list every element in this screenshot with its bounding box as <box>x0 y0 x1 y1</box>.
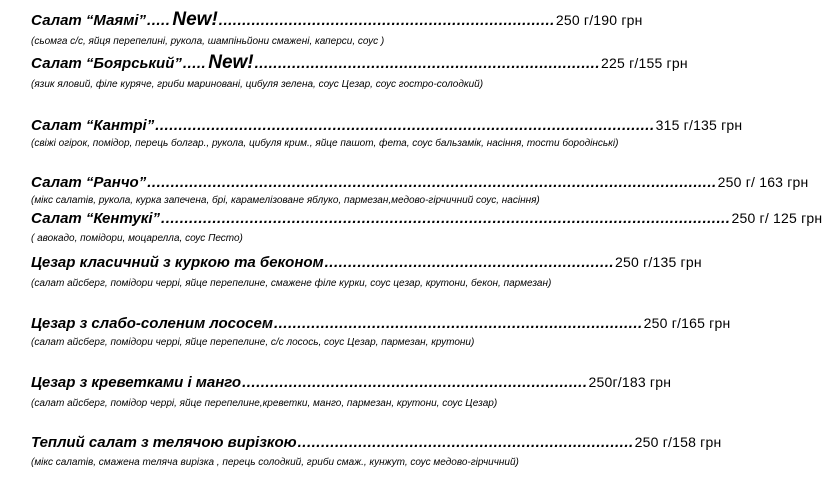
new-badge: New! <box>208 52 254 73</box>
menu-item-row <box>31 431 722 453</box>
dot-leader: .......................................................................................................................... <box>161 210 731 227</box>
menu-item-row <box>31 114 743 136</box>
dish-description: ( авокадо, помідори, моцарелла, соус Песто) <box>31 233 243 244</box>
dot-leader: ..... <box>182 55 207 72</box>
menu-item-row <box>31 312 731 334</box>
dish-description: (сьомга с/с, яйця перепелині, рукола, шампіньйони смажені, каперси, соус ) <box>31 36 385 47</box>
dish-description: (язик яловий, філе куряче, гриби мариновані, цибуля зелена, соус Цезар, соус гостро-солодкий) <box>31 79 484 90</box>
dish-name: Цезар з креветками і манго <box>31 374 242 391</box>
dish-description: (салат айсберг, помідор черрі, яйце перепелине,креветки, манго, пармезан, крутони, соус Цезар) <box>31 398 498 409</box>
dish-price: 250 г/ 125 грн <box>731 210 822 226</box>
dish-description: (свіжі огірок, помідор, перець болгар., рукола, цибуля крим., яйце пашот, фета, соус бальзамік, насіння, тости бородінські) <box>31 138 619 149</box>
dot-leader: ........................................................................ <box>218 12 555 29</box>
dot-leader: ............................................................................... <box>273 315 643 332</box>
dot-leader: ........................................................................................................... <box>155 117 655 134</box>
dot-leader: .......................................................................................................................... <box>147 174 717 191</box>
menu-item-row <box>31 371 672 393</box>
dot-leader: ........................................................................ <box>297 434 634 451</box>
dish-price: 250 г/135 грн <box>615 254 702 270</box>
dish-name: Салат “Боярський” <box>31 55 182 72</box>
dot-leader: .......................................................................... <box>242 374 588 391</box>
dish-price: 225 г/155 грн <box>601 55 688 71</box>
menu-item-row <box>31 171 809 193</box>
dish-price: 250 г/190 грн <box>555 12 643 28</box>
dish-price: 250 г/165 грн <box>643 315 731 331</box>
dish-price: 250 г/ 163 грн <box>717 174 809 190</box>
dish-name: Салат “Маямі” <box>31 12 147 29</box>
menu-item-row <box>31 207 822 229</box>
menu-item-row <box>31 52 688 74</box>
dish-name: Салат “Кантрі” <box>31 117 155 134</box>
dish-description: (салат айсберг, помідори черрі, яйце перепелине, смажене філе курки, соус цезар, крутони, бекон, пармезан) <box>31 278 552 289</box>
menu-item-row <box>31 9 643 31</box>
dish-description: (мікс салатів, смажена теляча вирізка , перець солодкий, гриби смаж., кунжут, соус медово-гірчичний) <box>31 457 519 468</box>
dish-name: Теплий салат з телячою вирізкою <box>31 434 297 451</box>
dish-name: Салат “Ранчо” <box>31 174 147 191</box>
dish-price: 250г/183 грн <box>588 374 672 390</box>
dish-description: (салат айсберг, помідори черрі, яйце перепелине, с/с лосось, соус Цезар, пармезан, крутони) <box>31 337 475 348</box>
dish-name: Салат “Кентукі” <box>31 210 161 227</box>
dish-price: 250 г/158 грн <box>634 434 722 450</box>
dish-price: 315 г/135 грн <box>655 117 743 133</box>
dot-leader: .......................................................................... <box>254 55 601 72</box>
new-badge: New! <box>172 9 218 30</box>
dot-leader: .............................................................. <box>324 254 615 271</box>
dot-leader: ..... <box>147 12 171 29</box>
dish-name: Цезар класичний з куркою та беконом <box>31 254 324 271</box>
dish-description: (мікс салатів, рукола, курка запечена, брі, карамелізоване яблуко, пармезан,медово-гірчичний соус, насіння) <box>31 195 540 206</box>
dish-name: Цезар з слабо-соленим лососем <box>31 315 273 332</box>
menu-item-row <box>31 251 702 273</box>
